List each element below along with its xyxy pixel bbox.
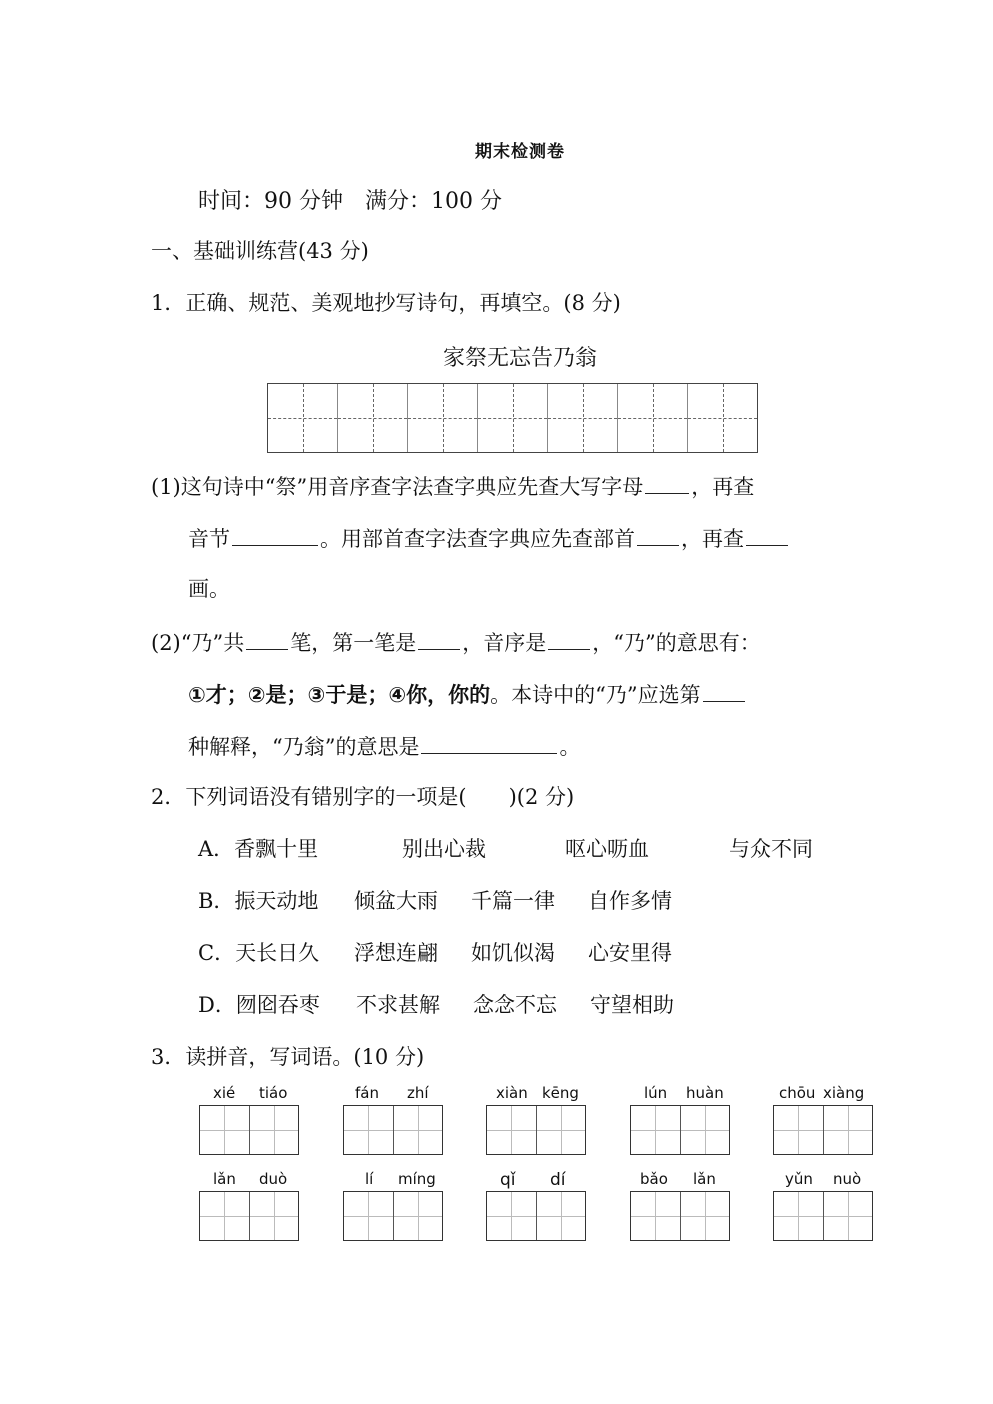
answer-blank[interactable] — [246, 627, 288, 650]
q1-sub1-line1 — [151, 471, 754, 501]
answer-blank[interactable] — [232, 523, 318, 546]
option-word: 守望相助 — [590, 993, 674, 1017]
grid-cell[interactable] — [408, 384, 478, 452]
pinyin-syllable: chōu — [779, 1084, 816, 1102]
q1-sub2-line1 — [151, 627, 761, 657]
option-a[interactable] — [198, 835, 318, 863]
option-d[interactable] — [198, 991, 320, 1019]
pinyin-syllable: míng — [398, 1170, 436, 1188]
question-number: 1． — [151, 291, 186, 315]
question-number: 2． — [151, 785, 186, 809]
pinyin-syllable: fán — [355, 1084, 379, 1102]
pinyin-syllable: xié — [213, 1084, 236, 1102]
pinyin-syllable: dí — [550, 1170, 566, 1190]
pinyin-syllable: lǎn — [213, 1170, 236, 1188]
answer-blank[interactable] — [746, 523, 788, 546]
question-text: 正确、规范、美观地抄写诗句，再填空。(8 分) — [185, 291, 621, 315]
grid-cell[interactable] — [548, 384, 618, 452]
pinyin-syllable: huàn — [686, 1084, 724, 1102]
q1-sub2-line3 — [188, 731, 580, 761]
answer-box[interactable] — [486, 1105, 586, 1155]
answer-box[interactable] — [343, 1105, 443, 1155]
section-heading: 一、基础训练营(43 分) — [151, 239, 369, 263]
pinyin-syllable: xiàn — [496, 1084, 528, 1102]
option-word: 振天动地 — [234, 889, 319, 913]
pinyin-syllable: lí — [365, 1170, 374, 1188]
option-word: 呕心呖血 — [565, 837, 649, 861]
poem-line: 家祭无忘告乃翁 — [442, 346, 597, 371]
option-word: 千篇一律 — [471, 889, 555, 913]
option-letter: C． — [198, 941, 236, 965]
pinyin-syllable: qǐ — [500, 1170, 516, 1190]
question-text: 笔，第一笔是 — [290, 631, 417, 655]
exam-time-info: 时间：90 分钟 满分：100 分 — [198, 189, 502, 214]
page-title: 期末检测卷 — [475, 142, 565, 162]
option-word: 香飘十里 — [234, 837, 319, 861]
q1-sub2-line2 — [188, 679, 747, 709]
question-text: ，再查 — [691, 475, 755, 499]
question-3 — [151, 1043, 424, 1071]
answer-blank[interactable] — [548, 627, 590, 650]
option-b[interactable] — [198, 887, 318, 915]
question-text: 。用部首查字法查字典应先查部首 — [320, 527, 635, 551]
answer-box[interactable] — [630, 1191, 730, 1241]
option-word: 别出心裁 — [402, 837, 486, 861]
answer-box[interactable] — [199, 1105, 299, 1155]
question-text: ，“乃”的意思有： — [592, 631, 761, 655]
option-word: 浮想连翩 — [354, 941, 438, 965]
pinyin-syllable: tiáo — [259, 1084, 288, 1102]
option-word: 自作多情 — [588, 889, 672, 913]
question-text: 种解释，“乃翁”的意思是 — [188, 735, 420, 759]
copy-writing-grid[interactable] — [267, 383, 758, 453]
question-text: 音节 — [188, 527, 230, 551]
pinyin-syllable: bǎo — [640, 1170, 668, 1188]
option-word: 囫囵吞枣 — [235, 993, 320, 1017]
question-text: ，再查 — [681, 527, 744, 551]
option-letter: B． — [198, 889, 235, 913]
question-text: (2)“乃”共 — [151, 631, 245, 655]
option-word: 天长日久 — [235, 941, 320, 965]
pinyin-syllable: yǔn — [785, 1170, 813, 1188]
question-1 — [151, 289, 621, 317]
option-word: 念念不忘 — [473, 993, 557, 1017]
pinyin-syllable: lǎn — [693, 1170, 716, 1188]
option-word: 不求甚解 — [356, 993, 440, 1017]
grid-cell[interactable] — [618, 384, 688, 452]
question-text: 。本诗中的“乃”应选第 — [490, 683, 701, 707]
grid-cell[interactable] — [478, 384, 548, 452]
answer-blank[interactable] — [421, 731, 557, 754]
answer-box[interactable] — [199, 1191, 299, 1241]
q1-sub1-line2 — [188, 523, 790, 553]
option-word: 倾盆大雨 — [354, 889, 438, 913]
pinyin-syllable: kēng — [542, 1084, 579, 1102]
pinyin-syllable: zhí — [407, 1084, 429, 1102]
option-c[interactable] — [198, 939, 319, 967]
question-text: ，音序是 — [462, 631, 547, 655]
answer-blank[interactable] — [645, 471, 689, 494]
answer-blank[interactable] — [703, 679, 745, 702]
pinyin-syllable: duò — [259, 1170, 288, 1188]
q1-sub1-line3: 画。 — [188, 577, 230, 601]
grid-cell[interactable] — [268, 384, 338, 452]
answer-blank[interactable] — [418, 627, 460, 650]
option-letter: A． — [198, 837, 235, 861]
question-text: (1)这句诗中“祭”用音序查字法查字典应先查大写字母 — [151, 475, 644, 499]
question-number: 3． — [151, 1045, 186, 1069]
answer-box[interactable] — [343, 1191, 443, 1241]
question-text: 下列词语没有错别字的一项是( )(2 分) — [185, 785, 575, 809]
question-text: 。 — [559, 735, 581, 759]
answer-box[interactable] — [486, 1191, 586, 1241]
answer-box[interactable] — [773, 1191, 873, 1241]
grid-cell[interactable] — [338, 384, 408, 452]
option-word: 与众不同 — [729, 837, 813, 861]
answer-box[interactable] — [630, 1105, 730, 1155]
question-text: 读拼音，写词语。(10 分) — [185, 1045, 425, 1069]
meaning-options: ①才；②是；③于是；④你，你的 — [188, 683, 491, 707]
answer-blank[interactable] — [637, 523, 679, 546]
option-word: 如饥似渴 — [471, 941, 555, 965]
pinyin-syllable: nuò — [833, 1170, 862, 1188]
pinyin-syllable: lún — [644, 1084, 668, 1102]
answer-box[interactable] — [773, 1105, 873, 1155]
option-word: 心安里得 — [588, 941, 672, 965]
grid-cell[interactable] — [688, 384, 757, 452]
pinyin-syllable: xiàng — [823, 1084, 865, 1102]
option-letter: D． — [198, 993, 236, 1017]
question-2 — [151, 783, 574, 811]
